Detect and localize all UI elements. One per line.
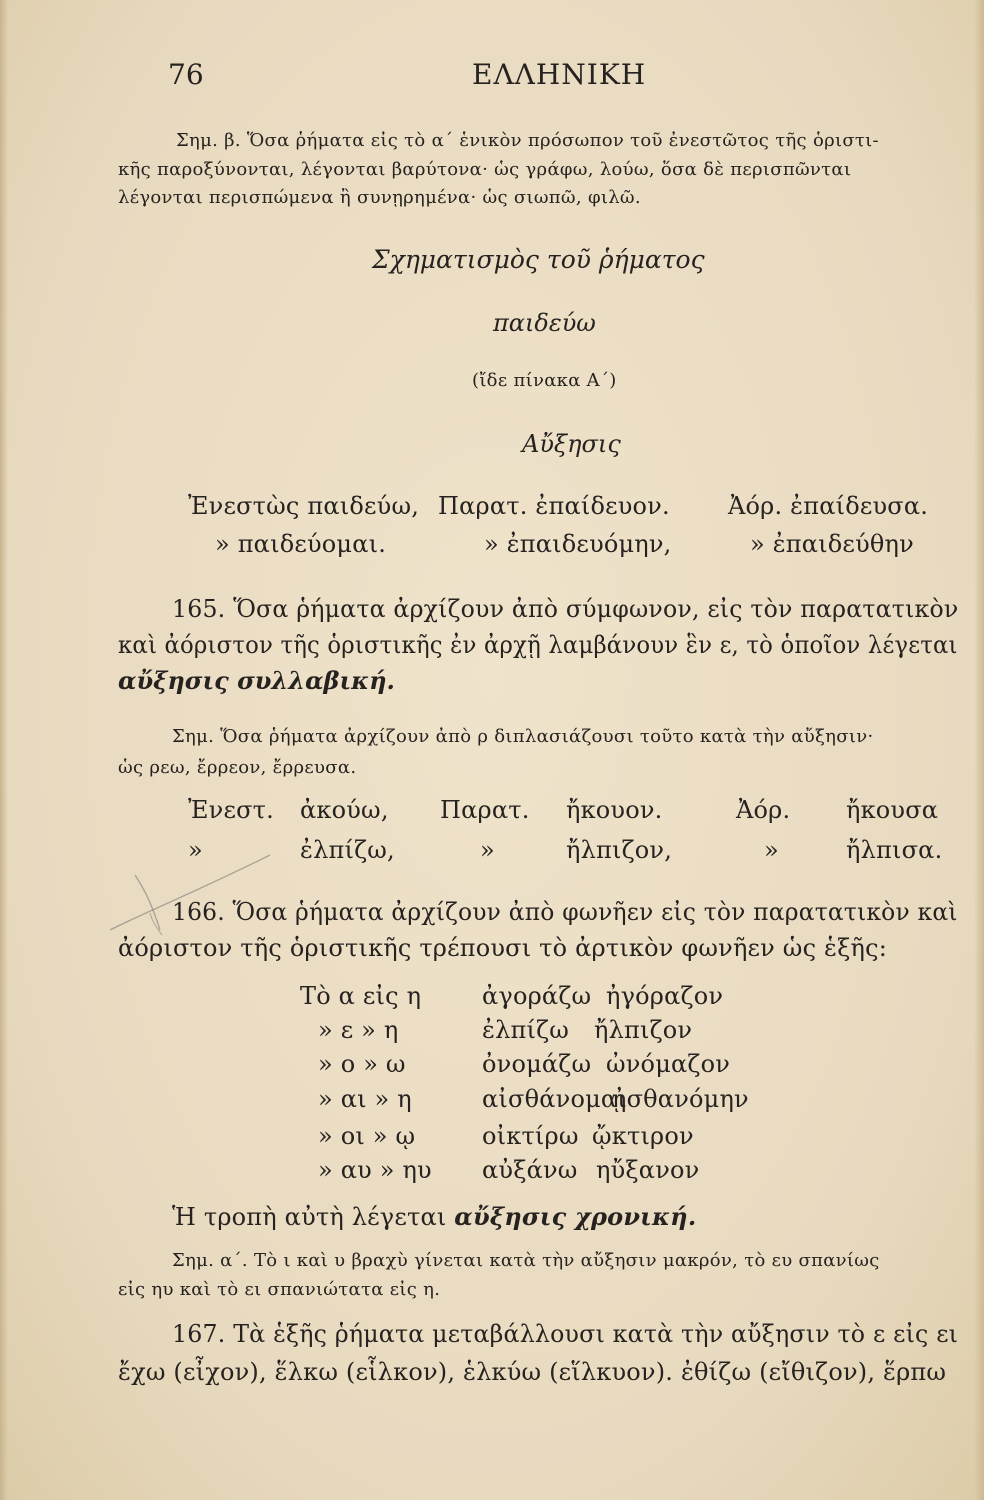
t1-r1-c2: Παρατ. ἐπαίδευον. bbox=[438, 492, 670, 520]
note-b-line3: λέγονται περισπώμενα ἢ συνῃρημένα· ὡς σιωπῶ, φιλῶ. bbox=[118, 187, 641, 208]
t2-r1-c3: Παρατ. bbox=[440, 796, 530, 824]
vt-r5-c1: » οι » ῳ bbox=[318, 1122, 416, 1150]
para-167-line1: 167. Τὰ ἑξῆς ῥήματα μεταβάλλουσι κατὰ τὴν αὔξησιν τὸ ε εἰς ει bbox=[172, 1320, 959, 1348]
note-b-line2: κῆς παροξύνονται, λέγονται βαρύτονα· ὡς γράφω, λούω, ὅσα δὲ περισπῶνται bbox=[118, 159, 852, 180]
vt-r5-c3: ᾤκτιρον bbox=[592, 1122, 694, 1150]
t2-r2-c4: ἤλπιζον, bbox=[566, 836, 673, 864]
note-b-line1: Σημ. β. Ὅσα ῥήματα εἰς τὸ α΄ ἑνικὸν πρόσωπον τοῦ ἐνεστῶτος τῆς ὁριστι- bbox=[176, 130, 879, 151]
page-right-edge bbox=[974, 0, 984, 1500]
temporal-augment-line bbox=[172, 1202, 696, 1231]
para-166-line2: ἀόριστον τῆς ὁριστικῆς τρέπουσι τὸ ἀρτικὸν φωνῆεν ὡς ἑξῆς: bbox=[118, 934, 888, 962]
t1-r2-c3: » ἐπαιδεύθην bbox=[750, 530, 914, 558]
vt-r4-c1: » αι » η bbox=[318, 1085, 412, 1113]
t2-r1-c5: Ἀόρ. bbox=[736, 796, 791, 824]
t2-r1-c6: ἤκουσα bbox=[846, 796, 939, 824]
pencil-mark bbox=[90, 835, 280, 945]
verb-heading: παιδεύω bbox=[493, 309, 596, 337]
t1-r2-c1: » παιδεύομαι. bbox=[215, 530, 387, 558]
t2-r1-c4: ἤκουον. bbox=[566, 796, 663, 824]
augment-heading: Αὔξησις bbox=[522, 430, 621, 458]
t1-r1-c3: Ἀόρ. ἐπαίδευσα. bbox=[728, 492, 929, 520]
vt-r5-c2: οἰκτίρω bbox=[482, 1122, 579, 1150]
t2-r2-c6: ἤλπισα. bbox=[846, 836, 943, 864]
t1-r2-c2: » ἐπαιδευόμην, bbox=[484, 530, 672, 558]
vt-r4-c2: αἰσθάνομαι bbox=[482, 1085, 627, 1113]
running-title: ΕΛΛΗΝΙΚΗ bbox=[472, 58, 647, 91]
para-165-line1: 165. Ὅσα ῥήματα ἀρχίζουν ἀπὸ σύμφωνον, εἰς τὸν παρατατικὸν bbox=[172, 595, 959, 623]
t1-r1-c1: Ἐνεστὼς παιδεύω, bbox=[188, 492, 420, 520]
vt-r2-c3: ἤλπιζον bbox=[594, 1016, 693, 1044]
vt-r4-c3: ᾐσθανόμην bbox=[612, 1085, 749, 1113]
para-166-line1: 166. Ὅσα ῥήματα ἀρχίζουν ἀπὸ φωνῆεν εἰς τὸν παρατατικὸν καὶ bbox=[172, 898, 958, 926]
vt-r6-c2: αὐξάνω bbox=[482, 1156, 578, 1184]
vt-r2-c1: » ε » η bbox=[318, 1016, 399, 1044]
vt-r3-c3: ὠνόμαζον bbox=[606, 1050, 731, 1078]
temporal-augment-lead: Ἡ τροπὴ αὐτὴ λέγεται bbox=[172, 1203, 455, 1231]
page-left-edge bbox=[0, 0, 8, 1500]
vt-r6-c3: ηὔξανον bbox=[596, 1156, 700, 1184]
vt-r3-c1: » ο » ω bbox=[318, 1050, 406, 1078]
para-165-line3: αὔξησις συλλαβική. bbox=[118, 666, 395, 695]
temporal-augment-term: αὔξησις χρονική. bbox=[454, 1202, 697, 1231]
t2-r2-c2: ἐλπίζω, bbox=[300, 836, 395, 864]
note-165-line2: ὡς ρεω, ἔρρεον, ἔρρευσα. bbox=[118, 757, 357, 778]
table-reference: (ἴδε πίνακα Α΄) bbox=[472, 370, 617, 391]
page-number: 76 bbox=[168, 58, 204, 91]
note-165-line1: Σημ. Ὅσα ῥήματα ἀρχίζουν ἀπὸ ρ διπλασιάζουσι τοῦτο κατὰ τὴν αὔξησιν· bbox=[172, 726, 874, 747]
vt-r6-c1: » αυ » ηυ bbox=[318, 1156, 432, 1184]
vt-r1-c1: Τὸ α εἰς η bbox=[300, 982, 422, 1010]
t2-r2-c3: » bbox=[480, 836, 495, 864]
t2-r2-c1: » bbox=[188, 836, 203, 864]
vt-r1-c3: ἠγόραζον bbox=[606, 982, 724, 1010]
t2-r1-c2: ἀκούω, bbox=[300, 796, 389, 824]
para-165-line2: καὶ ἀόριστον τῆς ὁριστικῆς ἐν ἀρχῇ λαμβάνουν ἓν ε, τὸ ὁποῖον λέγεται bbox=[118, 631, 958, 659]
note-a-line2: εἰς ηυ καὶ τὸ ει σπανιώτατα εἰς η. bbox=[118, 1279, 441, 1300]
t2-r1-c1: Ἐνεστ. bbox=[188, 796, 274, 824]
section-heading: Σχηματισμὸς τοῦ ῥήματος bbox=[372, 245, 705, 274]
note-a-line1: Σημ. α΄. Τὸ ι καὶ υ βραχὺ γίνεται κατὰ τὴν αὔξησιν μακρόν, τὸ ευ σπανίως bbox=[172, 1250, 880, 1271]
para-167-line2: ἔχω (εἶχον), ἕλκω (εἷλκον), ἑλκύω (εἵλκυον). ἐθίζω (εἴθιζον), ἕρπω bbox=[118, 1358, 947, 1386]
t2-r2-c5: » bbox=[764, 836, 779, 864]
vt-r1-c2: ἀγοράζω bbox=[482, 982, 592, 1010]
vt-r3-c2: ὀνομάζω bbox=[482, 1050, 592, 1078]
vt-r2-c2: ἐλπίζω bbox=[482, 1016, 570, 1044]
